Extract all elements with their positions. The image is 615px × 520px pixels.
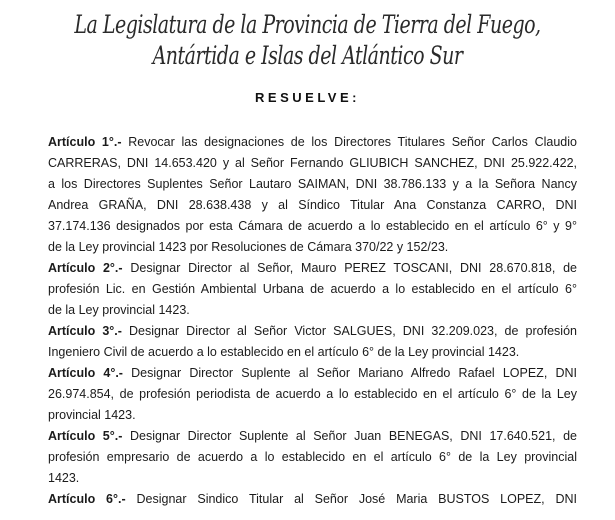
article-line: a los Directores Suplentes Señor Lautaro SAIMAN, DNI 38.786.133 y a la Señora Nancy [48, 177, 577, 191]
article-line: provincial 1423. [48, 408, 136, 422]
article-line [48, 258, 577, 279]
article-line-text: Designar Director al Señor Victor SALGUES, DNI 32.209.023, de profesión [129, 324, 577, 338]
article-1-paragraph [48, 132, 577, 258]
article-line-text: Designar Director Suplente al Señor Juan BENEGAS, DNI 17.640.521, de [130, 429, 577, 443]
article-line: 1423. [48, 471, 80, 485]
article-line [48, 363, 577, 384]
article-4-paragraph [48, 363, 577, 426]
article-line [48, 489, 577, 510]
article-line-text: Designar Director Suplente al Señor Mariano Alfredo Rafael LOPEZ, DNI [131, 366, 577, 380]
article-line-text: Revocar las designaciones de los Directores Titulares Señor Carlos Claudio [128, 135, 577, 149]
article-4-label: Artículo 4°.- [48, 366, 123, 380]
letterhead [0, 0, 615, 72]
article-line: Ingeniero Civil de acuerdo a lo establecido en el artículo 6° de la Ley provincial 1423. [48, 345, 520, 359]
article-line [48, 132, 577, 153]
article-2-label: Artículo 2°.- [48, 261, 123, 275]
article-line-text: Designar Director al Señor, Mauro PEREZ TOSCANI, DNI 28.670.818, de [130, 261, 577, 275]
article-line: Andrea GRAÑA, DNI 28.638.438 y al Síndico Titular Ana Constanza CARRO, DNI [48, 198, 577, 212]
article-line: 26.974.854, de profesión periodista de acuerdo a lo establecido en el artículo 6° de la Ley [48, 387, 577, 401]
article-2-paragraph [48, 258, 577, 321]
resolution-body [0, 132, 615, 510]
article-3-label: Artículo 3°.- [48, 324, 122, 338]
article-line: de la Ley provincial 1423 por Resoluciones de Cámara 370/22 y 152/23. [48, 240, 449, 254]
article-1-label: Artículo 1°.- [48, 135, 122, 149]
article-5-paragraph [48, 426, 577, 489]
article-line: CARRERAS, DNI 14.653.420 y al Señor Fernando GLIUBICH SANCHEZ, DNI 25.922.422, [48, 156, 577, 170]
article-line: 37.174.136 designados por esta Cámara de acuerdo a lo establecido en el artículo 6° y 9° [48, 219, 577, 233]
letterhead-line-1: La Legislatura de la Provincia de Tierra del Fuego, [74, 9, 541, 40]
resolve-heading: RESUELVE: [255, 90, 360, 105]
article-5-label: Artículo 5°.- [48, 429, 123, 443]
article-6-label: Artículo 6°.- [48, 492, 126, 506]
article-6-paragraph [48, 489, 577, 510]
article-line: profesión empresario de acuerdo a lo establecido en el artículo 6° de la Ley provincial [48, 450, 577, 464]
article-3-paragraph [48, 321, 577, 363]
letterhead-line-2: Antártida e Islas del Atlántico Sur [152, 40, 463, 71]
article-line [48, 426, 577, 447]
article-line: profesión Lic. en Gestión Ambiental Urbana de acuerdo a lo establecido en el artículo 6° [48, 282, 577, 296]
article-line [48, 321, 577, 342]
article-line: de la Ley provincial 1423. [48, 303, 190, 317]
article-line-text: Designar Sindico Titular al Señor José Maria BUSTOS LOPEZ, DNI [136, 492, 577, 506]
